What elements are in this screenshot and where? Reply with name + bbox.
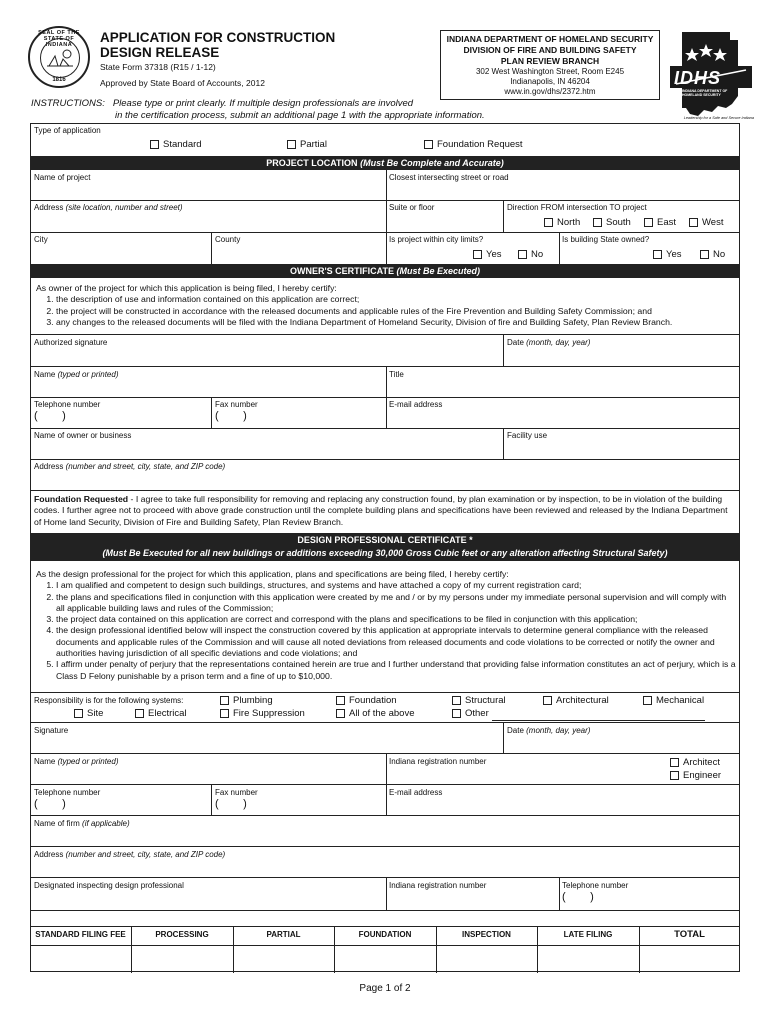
firm-note: (if applicable) [82,819,130,828]
design-intro: As the design professional for the project for which this application, plans and specifications are being filed, I hereby certify: [36,569,509,579]
owner-certification-text [36,283,736,328]
standard-label: Standard [163,139,202,150]
design-fax-area-code[interactable]: ( ) [215,798,247,810]
idhs-logo [668,26,754,124]
architect-label: Architect [683,757,720,768]
seal-ring-text: SEAL OF THE STATE OF INDIANA [38,30,80,48]
owner-item-2: 2. the project will be constructed in accordance with the released documents and applicable rules of the Fire Prevention and Building Safety Commission; and [56,306,736,317]
fee-processing-cell[interactable] [132,946,232,972]
site-checkbox[interactable] [74,708,103,719]
design-certification-text [36,569,736,682]
architectural-checkbox[interactable] [543,695,609,706]
design-name-label: Name [34,757,56,766]
plumbing-label: Plumbing [233,695,273,706]
design-name-note: (typed or printed) [57,757,119,766]
structural-label: Structural [465,695,506,706]
instructions-label: INSTRUCTIONS: [31,98,105,109]
agency-branch: PLAN REVIEW BRANCH [500,56,600,66]
within-city-label: Is project within city limits? [389,235,484,244]
south-checkbox[interactable] [593,217,631,228]
inspecting-telephone-field[interactable]: Telephone number [562,881,629,890]
owner-name-label: Name [34,370,56,379]
all-systems-label: All of the above [349,708,415,719]
firm-label: Name of firm [34,819,80,828]
within-city-yes-label: Yes [486,249,502,260]
fire-suppression-label: Fire Suppression [233,708,305,719]
owner-title-field[interactable]: Title [389,370,404,379]
fee-foundation-cell[interactable] [335,946,435,972]
instructions [31,97,413,110]
within-city-no-checkbox[interactable] [518,249,543,260]
plumbing-checkbox[interactable] [220,695,273,706]
partial-checkbox[interactable] [287,139,327,150]
design-date-field[interactable] [507,726,590,735]
owner-certificate-heading [30,264,740,278]
standard-checkbox[interactable] [150,139,202,150]
mechanical-checkbox[interactable] [643,695,704,706]
owner-email-field[interactable]: E-mail address [389,400,443,409]
facility-use-field[interactable]: Facility use [507,431,548,440]
design-telephone-field[interactable]: Telephone number [34,788,101,797]
east-label: East [657,217,677,228]
foundation-system-label: Foundation [349,695,397,706]
project-location-title: PROJECT LOCATION [266,158,358,168]
foundation-request-checkbox[interactable] [424,139,523,150]
owner-name-field[interactable] [34,370,119,379]
firm-name-field[interactable] [34,819,130,828]
engineer-checkbox[interactable] [670,770,721,781]
design-certificate-heading [30,533,740,561]
owner-certificate-note: (Must Be Executed) [396,266,480,276]
agency-street: 302 West Washington Street, Room E245 [475,67,625,76]
electrical-checkbox[interactable] [135,708,187,719]
other-label: Other [465,708,489,719]
fee-header-standard: STANDARD FILING FEE [35,930,126,939]
agency-division: DIVISION OF FIRE AND BUILDING SAFETY [463,45,637,55]
owner-certificate-title: OWNER'S CERTIFICATE [289,266,394,276]
east-checkbox[interactable] [644,217,676,228]
application-type-label: Type of application [34,126,101,135]
design-signature-field[interactable]: Signature [34,726,69,735]
structural-checkbox[interactable] [452,695,506,706]
fee-partial-cell[interactable] [234,946,333,972]
design-item-5: 5. I affirm under penalty of perjury that the representations contained herein are true and I further understand that providing false information constitutes an act of perjury, which is a Class D Felony punishable by a prison term and a fine of up to $10,000. [56,659,736,682]
pioneer-icon [47,48,73,68]
owner-address-label: Address [34,462,64,471]
seal-emblem-icon [40,38,80,78]
other-specify-line[interactable] [492,720,705,721]
state-owned-label: Is building State owned? [562,235,650,244]
fee-header-total: TOTAL [674,929,705,940]
west-checkbox[interactable] [689,217,723,228]
design-address-note: (number and street, city, state, and ZIP code) [65,850,226,859]
owner-item-3: 3. any changes to the released documents will be filed with the Indiana Department of Homeland Security, Division of fire and Building Safety, Plan Review Branch. [56,317,736,328]
state-seal [28,26,90,88]
project-address-field[interactable] [34,203,183,212]
instructions-line-1: Please type or print clearly. If multiple design professionals are involved [112,98,414,109]
form-number: State Form 37318 (R15 / 1-12) [100,62,216,72]
direction-label: Direction FROM intersection TO project [507,203,647,212]
fee-header-inspection: INSPECTION [462,930,511,939]
design-item-2: 2. the plans and specifications filed in conjunction with this application were created by me and / or by my persons under my immediate personal supervision and will comply with all applicable building laws and rules of the Commission; [56,592,736,615]
owner-fax-field[interactable]: Fax number [215,400,258,409]
north-checkbox[interactable] [544,217,580,228]
owner-phone-area-code[interactable]: ( ) [34,410,66,422]
owner-address-note: (number and street, city, state, and ZIP code) [65,462,226,471]
form-title [100,30,335,60]
fee-total-cell[interactable] [640,946,739,972]
state-owned-no-label: No [713,249,726,260]
responsibility-label: Responsibility is for the following systems: [34,696,184,705]
agency-name: INDIANA DEPARTMENT OF HOMELAND SECURITY [446,34,654,44]
state-owned-yes-checkbox[interactable] [653,249,682,260]
architectural-label: Architectural [556,695,609,706]
inspecting-professional-field[interactable]: Designated inspecting design professional [34,881,184,890]
city-field[interactable]: City [34,235,48,244]
suite-field[interactable]: Suite or floor [389,203,435,212]
agency-box [440,30,660,100]
within-city-yes-checkbox[interactable] [473,249,502,260]
fee-inspection-cell[interactable] [437,946,536,972]
logo-tagline: Leadership for a Safe and Secure Indiana [683,116,754,120]
inspecting-registration-field[interactable]: Indiana registration number [389,881,487,890]
inspecting-phone-area-code[interactable]: ( ) [562,891,594,903]
fire-suppression-checkbox[interactable] [220,708,305,719]
partial-label: Partial [300,139,327,150]
approval-note: Approved by State Board of Accounts, 2012 [100,78,265,88]
north-label: North [557,217,581,228]
state-owned-yes-label: Yes [666,249,682,260]
design-date-note: (month, day, year) [526,726,591,735]
fee-table [30,926,740,973]
design-address-field[interactable] [34,850,225,859]
architect-checkbox[interactable] [670,757,720,768]
foundation-requested-bold: Foundation Requested [34,494,129,504]
foundation-system-checkbox[interactable] [336,695,397,706]
design-certificate-subtitle: (Must Be Executed for all new buildings or additions exceeding 30,000 Gross Cubic feet or any alteration affecting Structural Safety) [102,548,668,558]
foundation-requested-body: - I agree to take full responsibility for removing and replacing any construction found, by plan examination or by inspection, to be in violation of the building codes. I further agree not to proceed with above grade construction until the complete building plans and specifications have been reviewed and released by the Indiana Department of Home land Security, Division of Fire and Building Safety, Plan Review Branch. [34,494,728,527]
fee-header-late-filing: LATE FILING [563,930,613,939]
owner-address-field[interactable] [34,462,225,471]
fee-late-filing-cell[interactable] [538,946,638,972]
authorized-signature-field[interactable]: Authorized signature [34,338,108,347]
design-certificate-title: DESIGN PROFESSIONAL CERTIFICATE * [297,535,473,545]
owner-business-field[interactable]: Name of owner or business [34,431,132,440]
owner-intro: As owner of the project for which this application is being filed, I hereby certify: [36,283,337,293]
title-line-2: DESIGN RELEASE [100,45,220,60]
owner-date-label: Date [507,338,524,347]
agency-city: Indianapolis, IN 46204 [510,77,590,86]
project-location-heading [30,156,740,170]
owner-date-field[interactable] [507,338,590,347]
project-name-field[interactable]: Name of project [34,173,91,182]
design-email-field[interactable]: E-mail address [389,788,443,797]
seal-year: 1816 [52,77,66,83]
engineer-label: Engineer [683,770,722,781]
fee-header-foundation: FOUNDATION [358,930,412,939]
site-label: Site [87,708,104,719]
fee-header-processing: PROCESSING [155,930,209,939]
foundation-request-label: Foundation Request [437,139,523,150]
owner-fax-area-code[interactable]: ( ) [215,410,247,422]
design-item-1: 1. I am qualified and competent to design such buildings, structures, and systems and have attached a copy of my current registration card; [56,580,736,591]
mechanical-label: Mechanical [656,695,705,706]
within-city-no-label: No [531,249,544,260]
fee-header-partial: PARTIAL [266,930,301,939]
closest-street-field[interactable]: Closest intersecting street or road [389,173,509,182]
all-systems-checkbox[interactable] [336,708,415,719]
design-item-4: 4. the design professional identified below will inspect the construction covered by this application at appropriate intervals to determine general compliance with the released documents and applicable rules of the Commission and will cause all noted deviations from released documents and code violations to be corrected or notify the owner and authorities having jurisdiction of all specific deviations and code violations; and [56,625,736,659]
owner-date-note: (month, day, year) [526,338,591,347]
agency-website: www.in.gov/dhs/2372.htm [504,87,596,96]
electrical-label: Electrical [148,708,187,719]
design-item-3: 3. the project data contained on this application are correct and correspond with the plans and specifications to be filed in conjunction with this application; [56,614,736,625]
state-owned-no-checkbox[interactable] [700,249,725,260]
page-number: Page 1 of 2 [359,983,411,994]
design-fax-field[interactable]: Fax number [215,788,258,797]
logo-text: IDHS [674,68,722,88]
owner-name-note: (typed or printed) [57,370,119,379]
design-address-label: Address [34,850,64,859]
project-location-note: (Must Be Complete and Accurate) [360,158,504,168]
foundation-requested-text [34,494,734,528]
other-checkbox[interactable] [452,708,489,719]
fee-standard-cell[interactable] [31,946,131,972]
design-date-label: Date [507,726,524,735]
address-label: Address [34,203,64,212]
logo-subtitle: INDIANA DEPARTMENT OF HOMELAND SECURITY [682,89,728,97]
design-phone-area-code[interactable]: ( ) [34,798,66,810]
county-field[interactable]: County [215,235,241,244]
instructions-line-2: in the certification process, submit an additional page 1 with the appropriate information. [115,110,485,121]
west-label: West [702,217,724,228]
address-note: (site location, number and street) [65,203,183,212]
registration-number-field[interactable]: Indiana registration number [389,757,487,766]
title-line-1: APPLICATION FOR CONSTRUCTION [100,30,336,45]
owner-telephone-field[interactable]: Telephone number [34,400,101,409]
south-label: South [606,217,631,228]
owner-item-1: 1. the description of use and information contained on this application are correct; [56,294,736,305]
design-name-field[interactable] [34,757,119,766]
